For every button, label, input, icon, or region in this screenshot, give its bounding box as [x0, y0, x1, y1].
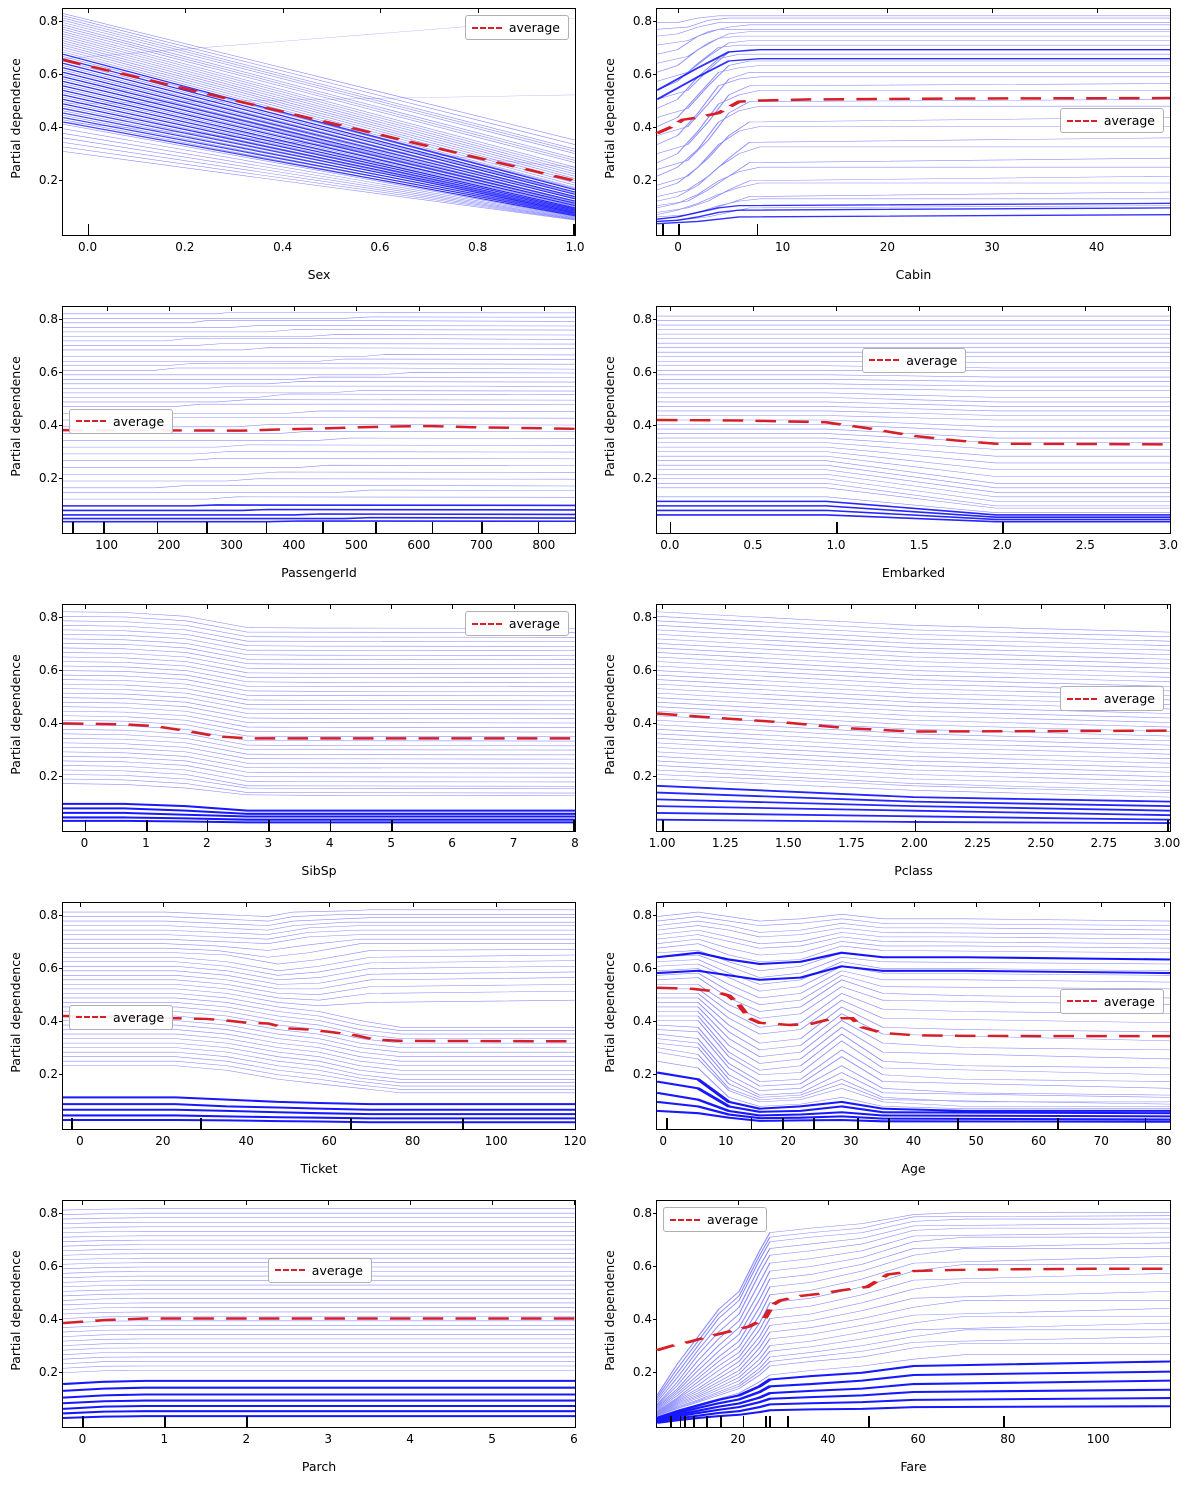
legend-sibsp [465, 611, 569, 636]
x-axis-label-pclass: Pclass [894, 863, 933, 878]
pdp-panel-pclass [594, 596, 1189, 894]
legend-dash-icon [1067, 120, 1097, 122]
legend-label: average [1103, 691, 1155, 707]
x-axis-label-embarked: Embarked [881, 565, 946, 580]
plot-area-fare: 0.8 0.6 0.4 0.2 20 40 60 80 100 average [656, 1200, 1171, 1428]
y-axis-label: Partial dependence [601, 653, 617, 775]
pdp-panel-age [594, 894, 1189, 1192]
x-axis-label-passengerid: PassengerId [281, 565, 357, 580]
pdp-panel-passengerid [0, 298, 594, 596]
pdp-panel-parch [0, 1192, 594, 1490]
y-axis-label: Partial dependence [601, 951, 617, 1073]
legend-sex [465, 15, 569, 40]
legend-dash-icon [472, 623, 502, 625]
plot-area-parch: 0.8 0.6 0.4 0.2 0 1 2 3 4 5 6 average [62, 1200, 576, 1428]
plot-area-age: 0.8 0.6 0.4 0.2 0 10 20 30 40 50 60 70 80 average [656, 902, 1171, 1130]
legend-pclass [1060, 686, 1164, 711]
ice-curves-sibsp [63, 605, 575, 831]
plot-area-ticket: 0.8 0.6 0.4 0.2 0 20 40 60 80 100 120 average [62, 902, 576, 1130]
plot-area-pclass: 0.8 0.6 0.4 0.2 1.00 1.25 1.50 1.75 2.00 2.25 2.50 2.75 3.00 average [656, 604, 1171, 832]
ice-curves-fare [657, 1201, 1170, 1427]
pdp-panel-cabin [594, 0, 1189, 298]
pdp-panel-sibsp [0, 596, 594, 894]
legend-label: average [1103, 993, 1155, 1009]
pdp-panel-sex [0, 0, 594, 298]
pdp-panel-ticket [0, 894, 594, 1192]
plot-area-cabin: 0.8 0.6 0.4 0.2 0 10 20 30 40 average [656, 8, 1171, 236]
plot-area-passengerid: 0.8 0.6 0.4 0.2 100 200 300 400 500 600 700 800 average [62, 306, 576, 534]
y-axis-label: Partial dependence [7, 355, 23, 477]
y-axis-label: Partial dependence [601, 57, 617, 179]
ice-curves-age [657, 903, 1170, 1129]
legend-dash-icon [670, 1219, 700, 1221]
legend-fare [663, 1207, 767, 1232]
legend-label: average [707, 1212, 759, 1227]
x-axis-label-sibsp: SibSp [301, 863, 337, 878]
plot-area-sex: 0.8 0.6 0.4 0.2 0.0 0.2 0.4 0.6 0.8 1.0 average [62, 8, 576, 236]
x-axis-label-age: Age [901, 1161, 926, 1176]
legend-label: average [508, 20, 560, 35]
legend-age [1060, 989, 1164, 1014]
legend-label: average [508, 616, 560, 631]
legend-dash-icon [1067, 1000, 1097, 1002]
x-axis-label-fare: Fare [900, 1459, 927, 1474]
x-axis-label-ticket: Ticket [300, 1161, 338, 1176]
legend-label: average [113, 413, 165, 429]
legend-label: average [906, 352, 958, 368]
legend-passengerid [69, 409, 173, 434]
legend-dash-icon [76, 420, 106, 422]
pdp-panel-fare [594, 1192, 1189, 1490]
y-axis-label: Partial dependence [601, 355, 617, 477]
y-axis-label: Partial dependence [7, 951, 23, 1073]
ice-curves-embarked [657, 307, 1170, 533]
legend-dash-icon [1067, 698, 1097, 700]
legend-dash-icon [869, 359, 899, 361]
legend-embarked [862, 348, 966, 373]
ice-curves-parch [63, 1201, 575, 1427]
y-axis-label: Partial dependence [7, 1249, 23, 1371]
legend-parch [268, 1258, 372, 1283]
legend-dash-icon [76, 1016, 106, 1018]
x-axis-label-sex: Sex [307, 267, 331, 282]
legend-label: average [311, 1262, 363, 1278]
y-axis-label: Partial dependence [7, 653, 23, 775]
y-axis-label: Partial dependence [7, 57, 23, 179]
legend-dash-icon [472, 27, 502, 29]
ice-curves-sex [63, 9, 575, 235]
legend-cabin [1060, 108, 1164, 133]
x-axis-label-parch: Parch [301, 1459, 337, 1474]
legend-label: average [113, 1009, 165, 1025]
plot-area-sibsp: 0.8 0.6 0.4 0.2 0 1 2 3 4 5 6 7 8 average [62, 604, 576, 832]
average-line-fare [657, 1269, 1170, 1350]
ice-curves-pclass [657, 605, 1170, 831]
y-axis-label: Partial dependence [601, 1249, 617, 1371]
x-axis-label-cabin: Cabin [895, 267, 932, 282]
legend-ticket [69, 1005, 173, 1030]
pdp-panel-embarked [594, 298, 1189, 596]
legend-dash-icon [275, 1269, 305, 1271]
legend-label: average [1103, 113, 1155, 129]
plot-area-embarked: 0.8 0.6 0.4 0.2 0.0 0.5 1.0 1.5 2.0 2.5 3.0 average [656, 306, 1171, 534]
